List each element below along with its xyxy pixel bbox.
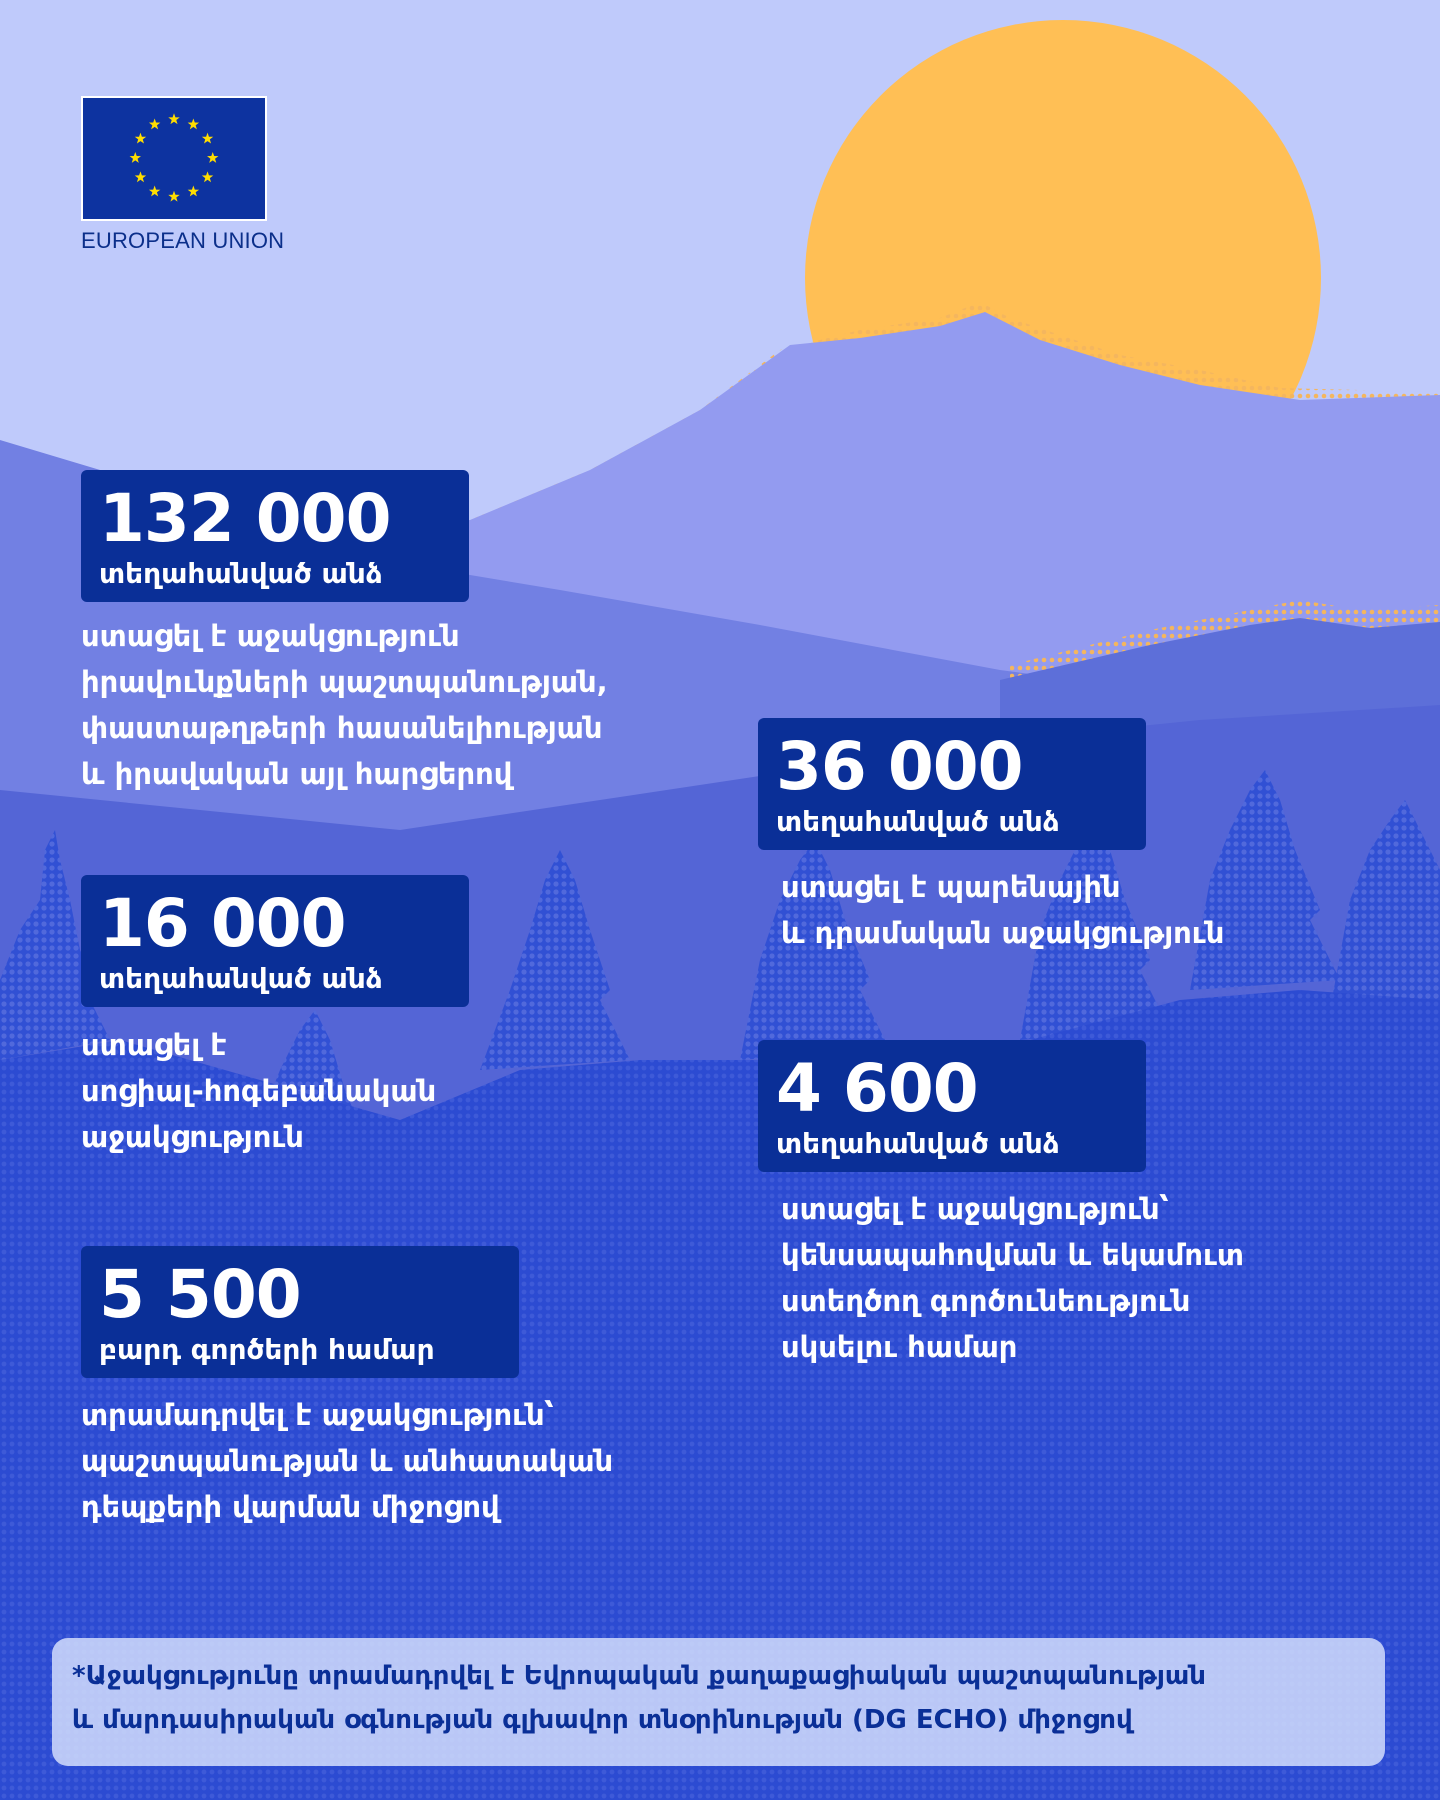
- stat-description: [81, 1022, 436, 1160]
- stat-description-line: դեպքերի վարման միջոցով: [81, 1490, 500, 1524]
- stat-box-16000: [81, 875, 469, 1007]
- stat-description-line: ստեղծող գործունեություն: [781, 1284, 1191, 1318]
- stat-description-line: կենսապահովման և եկամուտ: [781, 1238, 1244, 1272]
- stat-description-line: ստացել է պարենային: [781, 870, 1121, 904]
- stat-box-5500: [81, 1246, 519, 1378]
- stat-box-4600: [758, 1040, 1146, 1172]
- stat-unit: տեղահանված անձ: [99, 557, 383, 590]
- stat-box-36000: [758, 718, 1146, 850]
- eu-star-icon: [168, 191, 179, 202]
- stat-description-line: պաշտպանության և անհատական: [81, 1444, 614, 1478]
- stat-description: [781, 864, 1224, 956]
- eu-star-icon: [207, 152, 218, 163]
- eu-star-icon: [168, 113, 179, 124]
- eu-label: EUROPEAN UNION: [81, 228, 285, 253]
- stat-unit: տեղահանված անձ: [776, 805, 1060, 838]
- stat-box-132000: [81, 470, 469, 602]
- eu-star-icon: [188, 118, 199, 129]
- eu-star-icon: [135, 171, 146, 182]
- stat-description-line: ստացել է աջակցություն՝: [781, 1192, 1169, 1226]
- stat-description-line: և դրամական աջակցություն: [781, 916, 1225, 950]
- stat-description-line: և իրավական այլ հարցերով: [81, 757, 513, 791]
- stat-description: [81, 1392, 613, 1530]
- eu-star-icon: [149, 186, 160, 197]
- stat-description-line: աջակցություն: [81, 1120, 304, 1154]
- footnote-line: և մարդասիրական օգնության գլխավոր տնօրինության (DG ECHO) միջոցով: [72, 1705, 1133, 1735]
- stat-number: 4 600: [776, 1050, 978, 1127]
- footnote: [52, 1638, 1385, 1766]
- eu-star-icon: [149, 118, 160, 129]
- eu-flag: [81, 96, 267, 221]
- eu-star-icon: [188, 186, 199, 197]
- footnote-line: *Աջակցությունը տրամադրվել է Եվրոպական քաղաքացիական պաշտպանության: [72, 1661, 1206, 1691]
- stat-number: 16 000: [99, 885, 346, 962]
- stat-description-line: փաստաթղթերի հասանելիության: [81, 711, 603, 745]
- stat-description-line: ստացել է: [81, 1028, 227, 1062]
- stat-description-line: ստացել է աջակցություն: [81, 619, 460, 653]
- eu-star-icon: [130, 152, 141, 163]
- stat-description: [81, 613, 608, 797]
- stat-unit: տեղահանված անձ: [99, 962, 383, 995]
- eu-star-icon: [202, 133, 213, 144]
- eu-stars-icon: [83, 98, 265, 219]
- eu-star-icon: [202, 171, 213, 182]
- eu-star-icon: [135, 133, 146, 144]
- stat-description: [781, 1186, 1244, 1370]
- stat-number: 132 000: [99, 480, 391, 557]
- stat-description-line: սկսելու համար: [781, 1330, 1018, 1364]
- stat-unit: բարդ գործերի համար: [99, 1333, 435, 1366]
- stat-description-line: իրավունքների պաշտպանության,: [81, 665, 608, 699]
- stat-number: 36 000: [776, 728, 1023, 805]
- stat-description-line: սոցիալ-հոգեբանական: [81, 1074, 437, 1108]
- stat-unit: տեղահանված անձ: [776, 1127, 1060, 1160]
- stat-number: 5 500: [99, 1256, 301, 1333]
- stat-description-line: տրամադրվել է աջակցություն՝: [81, 1398, 554, 1432]
